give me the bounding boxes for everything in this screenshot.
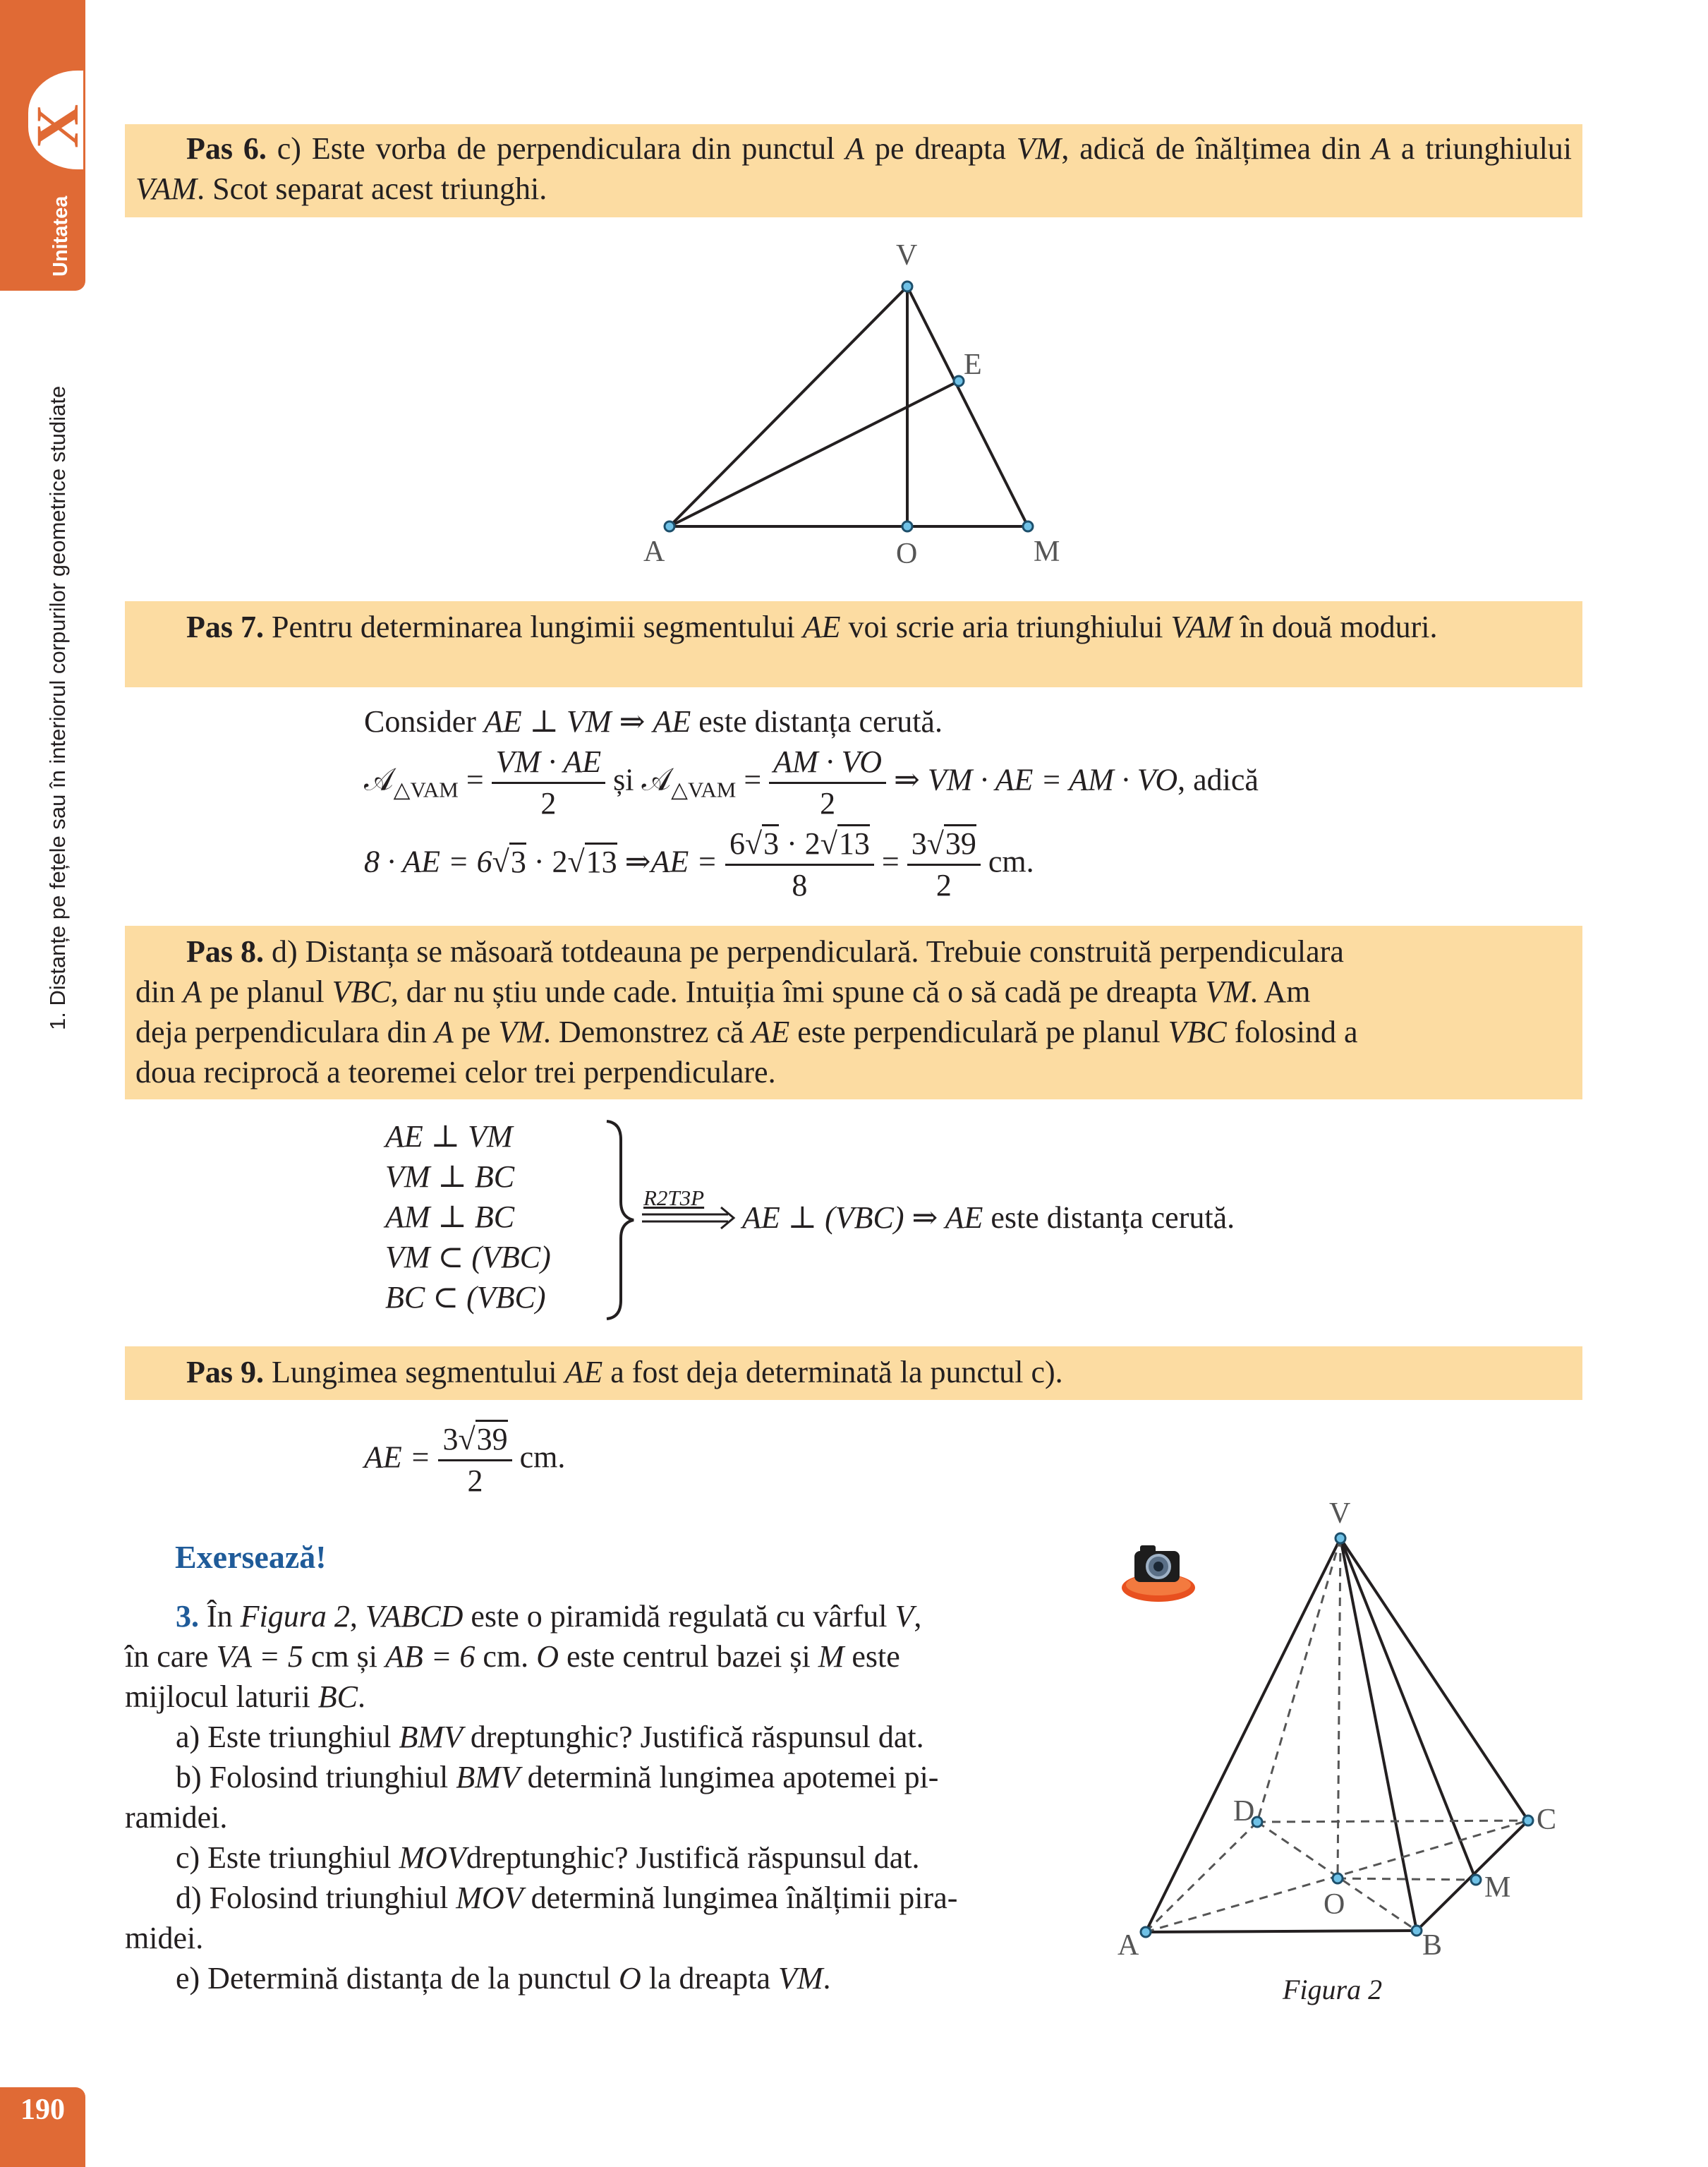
point-b — [1412, 1926, 1422, 1936]
point-m — [1471, 1875, 1481, 1885]
arrow-label: R2T3P — [643, 1185, 705, 1210]
system-row: VM ⊂ (VBC) — [385, 1240, 551, 1274]
point-o — [1333, 1873, 1343, 1883]
label-b: B — [1422, 1929, 1443, 1962]
label-o: O — [1324, 1888, 1345, 1921]
exercise-3: 3. În Figura 2, VABCD este o piramidă regulată cu vârful V, în care VA = 5 cm și AB = 6 cm. O este centrul bazei și M este mijlocul laturii BC. a) Este triunghiul BMV dreptunghic? Justifică răspunsul dat. b) Folosind triunghiul BMV determină lungimea apotemei pi- ramidei. c) Este triunghiul MOVdreptunghic? Justifică răspunsul dat. d) Folosind triunghiul MOV determină lungimea înălțimii pira- midei. e) Determină distanța de la punctul O la dreapta VM. — [125, 1599, 958, 1996]
point-e — [954, 376, 964, 386]
label-e: E — [964, 349, 982, 381]
edge-ad — [1146, 1822, 1257, 1932]
system-row: AE ⊥ VM — [385, 1119, 513, 1154]
point-m — [1023, 521, 1033, 531]
pas6-text: Pas 6. c) Este vorba de perpendiculara din punctul A pe dreapta VM, adică de înălțimea din A a triunghiului VAM. Scot separat acest triunghi. — [135, 131, 1573, 206]
math7-line2: 𝒜$_{\triangle VAM}$ = $\frac{VM \cdot AE}{2}$ și 𝒜$_{\triangle VAM}$ = $\frac{AM \cdot VO}{2}$ ⇒ VM · AE = AM · VO, adică — [364, 742, 1259, 823]
system-row: VM ⊥ BC — [385, 1159, 515, 1194]
math9: AE = $\frac{3√39}{2}$ cm. — [364, 1420, 565, 1501]
frac-vm-ae-num: VM · AE — [492, 742, 606, 784]
label-a: A — [643, 536, 665, 568]
system8-result: AE ⊥ (VBC) ⇒ AE este distanța cerută. — [742, 1200, 1235, 1235]
frac-am-vo-num: AM · VO — [769, 742, 886, 784]
math7-line3: 8 · AE = 6√3 · 2√13 ⇒AE = $\frac{6√3 \cdot 2√13}{8}$ = $\frac{3√39}{2}$ cm. — [364, 824, 1034, 905]
page-number: 190 — [20, 2094, 65, 2126]
point-v — [902, 282, 912, 291]
edge-dc — [1257, 1821, 1528, 1822]
pas9-text: Pas 9. Lungimea segmentului AE a fost deja determinată la punctul c). — [186, 1355, 1063, 1389]
unit-label: Unitatea — [49, 195, 72, 277]
system-row: BC ⊂ (VBC) — [385, 1280, 546, 1315]
pas6-label: Pas 6. — [186, 131, 267, 166]
point-a — [1141, 1927, 1151, 1937]
segment-vo — [1338, 1538, 1340, 1878]
label-o: O — [896, 538, 918, 570]
edge-ab — [1146, 1931, 1417, 1932]
brace-and-arrow — [600, 1118, 741, 1323]
segment-va — [670, 286, 907, 526]
pas7-text: Pas 7. Pentru determinarea lungimii segmentului AE voi scrie aria triunghiului VAM în două moduri. — [186, 610, 1438, 644]
pas8-label: Pas 8. — [186, 934, 264, 969]
segment-ae — [670, 381, 959, 526]
label-v: V — [896, 240, 918, 272]
point-a — [665, 521, 674, 531]
exercise-number: 3. — [176, 1599, 199, 1634]
triangle-vam-figure — [621, 240, 1115, 572]
point-v — [1335, 1533, 1345, 1543]
label-m: M — [1034, 536, 1060, 568]
label-d: D — [1233, 1795, 1255, 1828]
pas8-text: Pas 8. d) Distanța se măsoară totdeauna pe perpendiculară. Trebuie construită perpendiculara din A pe planul VBC, dar nu știu unde cade. Intuiția îmi spune că o să cadă pe dreapta VM. Am deja perpendiculara din A pe VM. Demonstrez că AE este perpendiculară pe planul VBC folosind a doua reciprocă a teoremei celor trei perpendiculare. — [135, 934, 1358, 1089]
edge-va — [1146, 1538, 1340, 1932]
label-a: A — [1118, 1929, 1139, 1962]
label-c: C — [1537, 1804, 1557, 1836]
figure2-caption: Figura 2 — [1283, 1974, 1383, 2005]
point-c — [1523, 1816, 1533, 1825]
system8-rows — [385, 1116, 551, 1317]
label-m: M — [1484, 1871, 1511, 1904]
label-v: V — [1329, 1497, 1351, 1530]
unit-letter: X — [23, 104, 91, 148]
math7-line1: Consider AE ⊥ VM ⇒ AE este distanța cerută. — [364, 704, 943, 739]
exercise-heading: Exersează! — [175, 1539, 327, 1575]
pyramid-figure — [1108, 1496, 1566, 2018]
segment-vm — [907, 286, 1028, 526]
point-o — [902, 521, 912, 531]
pas9-label: Pas 9. — [186, 1355, 264, 1389]
chapter-title: 1. Distanțe pe fețele sau în interiorul corpurilor geometrice studiate — [45, 385, 70, 1030]
system-row: AM ⊥ BC — [385, 1200, 515, 1234]
pas7-label: Pas 7. — [186, 610, 264, 644]
